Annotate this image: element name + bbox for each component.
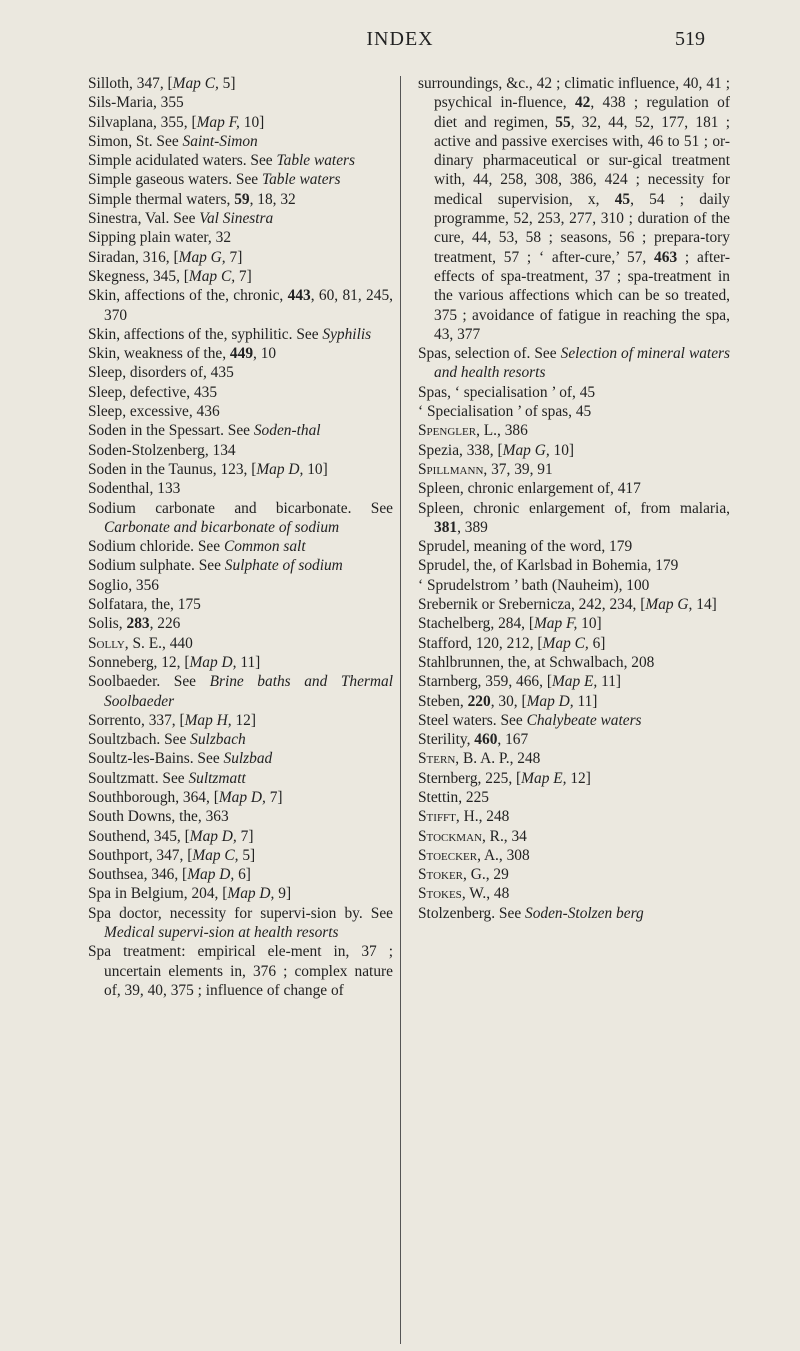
- index-entry-text: Sterility,: [418, 731, 475, 749]
- index-entry: [418, 402, 730, 421]
- index-entry-text: Siradan, 316, [: [88, 248, 179, 266]
- index-entry-text: Map D,: [526, 692, 574, 710]
- index-entry-text: Sodenthal, 133: [88, 480, 181, 498]
- index-entry-text: , R., 34: [481, 827, 527, 845]
- index-entry-text: Map C,: [188, 267, 236, 285]
- index-entry-text: Solis,: [88, 615, 127, 633]
- index-entry-text: Map D,: [189, 827, 237, 845]
- index-entry-text: Map F,: [196, 113, 240, 131]
- index-entry-text: Stoecker: [418, 846, 478, 864]
- index-entry: [418, 634, 730, 653]
- index-entry-text: , 167: [497, 731, 529, 749]
- index-entry-text: Soglio, 356: [88, 576, 159, 594]
- index-entry: [88, 325, 393, 344]
- index-entry: [418, 730, 730, 749]
- index-entry-text: Sulzbach: [190, 731, 246, 749]
- index-entry-text: 10]: [303, 460, 328, 478]
- index-entry: [88, 769, 393, 788]
- index-entry: [88, 865, 393, 884]
- index-entry: [418, 595, 730, 614]
- index-entry: [88, 460, 393, 479]
- index-entry-text: 14]: [692, 596, 717, 614]
- index-entry: [88, 209, 393, 228]
- index-entry-text: 381: [434, 518, 458, 536]
- index-entry-text: Simple gaseous waters. See: [88, 171, 262, 189]
- index-entry-text: Saint-Simon: [182, 132, 258, 150]
- index-entry-text: Table waters: [276, 152, 356, 170]
- index-entry-text: Soden in the Taunus, 123, [: [88, 460, 257, 478]
- index-entry-text: 7]: [265, 788, 283, 806]
- index-entry-text: Skegness, 345, [: [88, 267, 189, 285]
- index-entry-text: Val Sinestra: [199, 210, 274, 228]
- index-entry-text: Map F,: [533, 615, 578, 633]
- index-entry: [88, 807, 393, 826]
- index-entry-text: Soultz-les-Bains. See: [88, 750, 224, 768]
- index-entry: [88, 402, 393, 421]
- index-entry-text: Soolbaeder. See: [88, 673, 210, 691]
- index-entry-text: Sulzbad: [223, 750, 273, 768]
- index-entry-text: , 438 ; regulation of diet and regimen,: [434, 94, 730, 131]
- index-entry-text: Spa treatment: empirical ele-ment in, 37 ; uncertain elements in, 376 ; complex nature of, 39, 40, 375 ; influence of change of: [88, 943, 393, 999]
- index-entry: [88, 344, 393, 363]
- index-entry-text: 10]: [239, 113, 265, 131]
- index-entry: [88, 556, 393, 575]
- index-entry: [418, 653, 730, 672]
- index-entry: [88, 595, 393, 614]
- page-header-title: INDEX: [366, 28, 434, 50]
- index-entry-text: Skin, affections of the, chronic,: [88, 287, 288, 305]
- index-entry-text: 443: [287, 287, 311, 305]
- index-entry-text: Starnberg, 359, 466, [: [418, 673, 552, 691]
- index-entry-text: 45: [614, 190, 631, 208]
- index-entry-text: Spas, ‘ specialisation ’ of, 45: [418, 383, 596, 401]
- index-entry: [418, 788, 730, 807]
- index-entry-text: Map D,: [227, 885, 275, 903]
- index-entry-text: Map C,: [192, 846, 239, 864]
- index-entry-text: Southend, 345, [: [88, 827, 190, 845]
- index-entry-text: , S. E., 440: [124, 634, 193, 652]
- index-entry-text: Spillmann: [418, 460, 484, 478]
- index-entry-text: ; after-effects of spa-treatment, 37 ; spa-treatment in the various affections which can be so treated, 375 ; avoidance of fatigue in reaching the spa, 43, 377: [434, 248, 730, 343]
- index-entry: [418, 884, 730, 903]
- index-entry: [88, 827, 393, 846]
- index-entry: [88, 228, 393, 247]
- index-entry-text: , W., 48: [461, 885, 510, 903]
- index-entry-text: Carbonate and bicarbonate of sodium: [104, 518, 340, 536]
- column-divider: [400, 76, 401, 1344]
- index-entry-text: Medical supervi-sion at health resorts: [104, 924, 339, 942]
- index-entry-text: Spa doctor, necessity for supervi-sion by. See: [88, 904, 393, 922]
- index-entry-text: Southport, 347, [: [88, 846, 193, 864]
- index-entry: [418, 865, 730, 884]
- index-entry-text: , 18, 32: [249, 190, 296, 208]
- index-entry-text: Skin, affections of the, syphilitic. See: [88, 325, 323, 343]
- index-entry-text: South Downs, the, 363: [88, 808, 229, 826]
- index-entry-text: Map G,: [502, 441, 550, 459]
- index-entry-text: , B. A. P., 248: [455, 750, 541, 768]
- index-entry-text: Srebernik or Srebernicza, 242, 234, [: [418, 596, 646, 614]
- index-entry: [88, 74, 393, 93]
- index-entry-text: Sternberg, 225, [: [418, 769, 522, 787]
- index-entry-text: 10]: [549, 441, 575, 459]
- index-entry: [418, 711, 730, 730]
- index-entry-text: Brine baths and Thermal Soolbaeder: [104, 673, 393, 710]
- index-entry-text: Southborough, 364, [: [88, 788, 219, 806]
- index-entry-text: 12]: [231, 711, 257, 729]
- index-entry-text: 5]: [218, 75, 236, 92]
- index-entry-text: , A., 308: [477, 846, 530, 864]
- index-entry-text: 6]: [588, 634, 606, 652]
- index-entry-text: Map H,: [184, 711, 232, 729]
- index-entry: [88, 846, 393, 865]
- index-entry-text: , 30, [: [490, 692, 527, 710]
- index-entry-text: Soultzmatt. See: [88, 769, 189, 787]
- index-entry-text: ‘ Sprudelstrom ’ bath (Nauheim), 100: [418, 576, 650, 594]
- index-entry: [88, 479, 393, 498]
- index-entry-text: Spengler: [418, 422, 477, 440]
- index-entry: [418, 383, 730, 402]
- index-entry: [418, 672, 730, 691]
- index-entry-text: , 389: [457, 518, 488, 536]
- index-entry-text: Map D,: [218, 788, 266, 806]
- index-entry: [88, 190, 393, 209]
- index-entry: [88, 942, 393, 1000]
- index-entry: [88, 267, 393, 286]
- index-entry-text: 12]: [566, 769, 591, 787]
- index-entry: [88, 884, 393, 903]
- index-entry-text: Map D,: [187, 866, 235, 884]
- index-entry-text: Stahlbrunnen, the, at Schwalbach, 208: [418, 653, 655, 671]
- index-entry-text: Sodium chloride. See: [88, 538, 224, 556]
- index-entry: [88, 421, 393, 440]
- index-entry-text: , 32, 44, 52, 177, 181 ; active and passive exercises with, 46 to 51 ; or-dinary pharmaceutical or sur-gical treatment with, 44, 258, 308, 386, 424 ; necessity for medical supervision, x,: [434, 113, 730, 208]
- index-entry-text: Solfatara, the, 175: [88, 596, 201, 614]
- index-entry-text: 5]: [238, 846, 256, 864]
- index-entry-text: 7]: [225, 248, 243, 266]
- index-entry-text: 460: [474, 731, 498, 749]
- index-entry: [418, 421, 730, 440]
- index-entry-text: Chalybeate waters: [526, 711, 642, 729]
- index-entry: [88, 151, 393, 170]
- index-entry: [88, 363, 393, 382]
- index-entry-text: Sprudel, meaning of the word, 179: [418, 538, 633, 556]
- index-entry: [88, 383, 393, 402]
- index-entry-text: Sorrento, 337, [: [88, 711, 185, 729]
- index-entry: [418, 807, 730, 826]
- index-entry-text: Sprudel, the, of Karlsbad in Bohemia, 179: [418, 557, 679, 575]
- index-entry-text: 9]: [274, 885, 292, 903]
- index-entry: [418, 479, 730, 498]
- index-entry-text: ‘ Specialisation ’ of spas, 45: [418, 403, 592, 421]
- index-entry-text: Stockman: [418, 827, 482, 845]
- index-entry: [88, 93, 393, 112]
- index-entry-text: Sonneberg, 12, [: [88, 653, 190, 671]
- index-entry: [418, 692, 730, 711]
- index-entry-text: Stoker: [418, 866, 464, 884]
- index-entry-text: Stern: [418, 750, 456, 768]
- index-entry-text: , L., 386: [476, 422, 528, 440]
- index-entry: [418, 827, 730, 846]
- index-entry-text: 449: [229, 345, 254, 363]
- index-entry-text: 11]: [236, 653, 261, 671]
- index-entry: [88, 904, 393, 943]
- index-entry-text: Sulphate of sodium: [224, 557, 343, 575]
- index-entry: [418, 904, 730, 923]
- index-entry: [418, 769, 730, 788]
- index-entry-text: 10]: [577, 615, 602, 633]
- index-entry: [418, 344, 730, 383]
- index-entry: [88, 113, 393, 132]
- index-entry: [418, 460, 730, 479]
- index-entry: [418, 537, 730, 556]
- index-entry-text: Stafford, 120, 212, [: [418, 634, 543, 652]
- index-entry-text: Skin, weakness of the,: [88, 345, 230, 363]
- index-entry: [88, 711, 393, 730]
- index-entry-text: 6]: [234, 866, 251, 884]
- index-entry-text: Map D,: [256, 460, 304, 478]
- index-entry-text: Spas, selection of. See: [418, 345, 561, 363]
- index-entry-text: 11]: [597, 673, 622, 691]
- index-entry-text: Map E,: [551, 673, 598, 691]
- index-entry: [88, 653, 393, 672]
- index-entry-text: 55: [555, 113, 571, 131]
- index-entry: [418, 441, 730, 460]
- index-entry-text: , G., 29: [463, 866, 509, 884]
- index-entry-text: Sodium sulphate. See: [88, 557, 225, 575]
- index-entry-text: Sipping plain water, 32: [88, 229, 232, 247]
- index-entry-text: , 54 ; daily programme, 52, 253, 277, 310 ; duration of the cure, 44, 53, 58 ; seasons, 56 ; prepara-tory treatment, 57 ; ‘ after-cure,’ 57,: [434, 190, 730, 266]
- index-entry-text: Southsea, 346, [: [88, 866, 188, 884]
- index-entry-text: Map C,: [172, 75, 219, 92]
- index-entry: [88, 441, 393, 460]
- index-entry: [418, 576, 730, 595]
- index-entry-text: Common salt: [223, 538, 306, 556]
- index-entry-text: Sleep, excessive, 436: [88, 403, 220, 421]
- index-entry-text: Steel waters. See: [418, 711, 527, 729]
- index-entry-text: , 60, 81, 245, 370: [104, 287, 393, 324]
- index-entry-text: Stachelberg, 284, [: [418, 615, 534, 633]
- index-entry: [88, 634, 393, 653]
- index-entry-text: Soden-thal: [253, 422, 321, 440]
- index-entry-text: Solly: [88, 634, 125, 652]
- index-entry-text: Simple acidulated waters. See: [88, 152, 277, 170]
- index-entry-text: 283: [126, 615, 150, 633]
- index-entry: [418, 556, 730, 575]
- index-entry: [418, 74, 730, 344]
- index-entry: [88, 749, 393, 768]
- index-entry-text: Sultzmatt: [188, 769, 246, 787]
- index-column-right: [418, 74, 730, 923]
- index-entry: [88, 170, 393, 189]
- index-entry: [418, 499, 730, 538]
- index-entry: [88, 672, 393, 711]
- index-entry-text: 463: [654, 248, 678, 266]
- index-entry-text: Silloth, 347, [: [88, 75, 173, 92]
- index-entry: [88, 788, 393, 807]
- index-entry: [418, 614, 730, 633]
- index-entry-text: Stokes: [418, 885, 462, 903]
- index-entry-text: , 37, 39, 91: [483, 460, 553, 478]
- index-entry-text: Spleen, chronic enlargement of, 417: [418, 480, 641, 498]
- index-entry-text: 220: [467, 692, 491, 710]
- index-entry-text: Sleep, disorders of, 435: [88, 364, 234, 382]
- index-entry-text: 11]: [573, 692, 598, 710]
- index-entry-text: Sleep, defective, 435: [88, 383, 218, 401]
- index-entry: [88, 248, 393, 267]
- index-entry-text: Map C,: [542, 634, 589, 652]
- index-entry-text: Sils-Maria, 355: [88, 94, 184, 112]
- index-entry-text: Spezia, 338, [: [418, 441, 503, 459]
- index-entry-text: Sinestra, Val. See: [88, 210, 200, 228]
- index-entry-text: Map G,: [178, 248, 226, 266]
- index-entry-text: Sodium carbonate and bicarbonate. See: [88, 499, 393, 517]
- index-entry-text: Spleen, chronic enlargement of, from malaria,: [418, 499, 730, 517]
- index-entry-text: 7]: [236, 827, 254, 845]
- index-entry-text: Soden-Stolzenberg, 134: [88, 441, 236, 459]
- index-entry: [88, 576, 393, 595]
- index-entry: [88, 499, 393, 538]
- index-entry-text: Stolzenberg. See: [418, 904, 525, 922]
- index-entry-text: Soden in the Spessart. See: [88, 422, 254, 440]
- index-entry-text: , 226: [149, 615, 181, 633]
- index-entry: [88, 286, 393, 325]
- index-column-left: [88, 74, 393, 1000]
- index-entry-text: , H., 248: [455, 808, 510, 826]
- index-entry-text: Stifft: [418, 808, 456, 826]
- index-entry-text: Steben,: [418, 692, 468, 710]
- index-entry: [418, 846, 730, 865]
- page-number: 519: [675, 28, 705, 50]
- index-entry-text: 42: [574, 94, 591, 112]
- index-entry-text: Syphilis: [322, 325, 372, 343]
- index-entry-text: Stettin, 225: [418, 788, 489, 806]
- index-entry-text: Spa in Belgium, 204, [: [88, 885, 228, 903]
- index-entry-text: Simple thermal waters,: [88, 190, 235, 208]
- index-entry: [88, 132, 393, 151]
- index-entry-text: Selection of mineral waters and health resorts: [434, 345, 731, 382]
- index-entry-text: Simon, St. See: [88, 132, 183, 150]
- index-entry-text: 59: [234, 190, 250, 208]
- index-entry-text: Silvaplana, 355, [: [88, 113, 197, 131]
- index-entry: [418, 749, 730, 768]
- index-entry-text: Soultzbach. See: [88, 731, 191, 749]
- index-entry: [88, 614, 393, 633]
- index-entry-text: Table waters: [261, 171, 341, 189]
- index-entry-text: , 10: [253, 345, 277, 363]
- index-entry: [88, 537, 393, 556]
- index-entry-text: Map G,: [645, 596, 693, 614]
- index-entry-text: 7]: [235, 267, 252, 285]
- index-entry-text: Map E,: [521, 769, 567, 787]
- index-entry-text: surroundings, &c., 42 ; climatic influence, 40, 41 ; psychical in-fluence,: [418, 75, 730, 112]
- index-entry-text: Soden-Stolzen berg: [525, 904, 644, 922]
- index-entry-text: Map D,: [189, 653, 237, 671]
- index-entry: [88, 730, 393, 749]
